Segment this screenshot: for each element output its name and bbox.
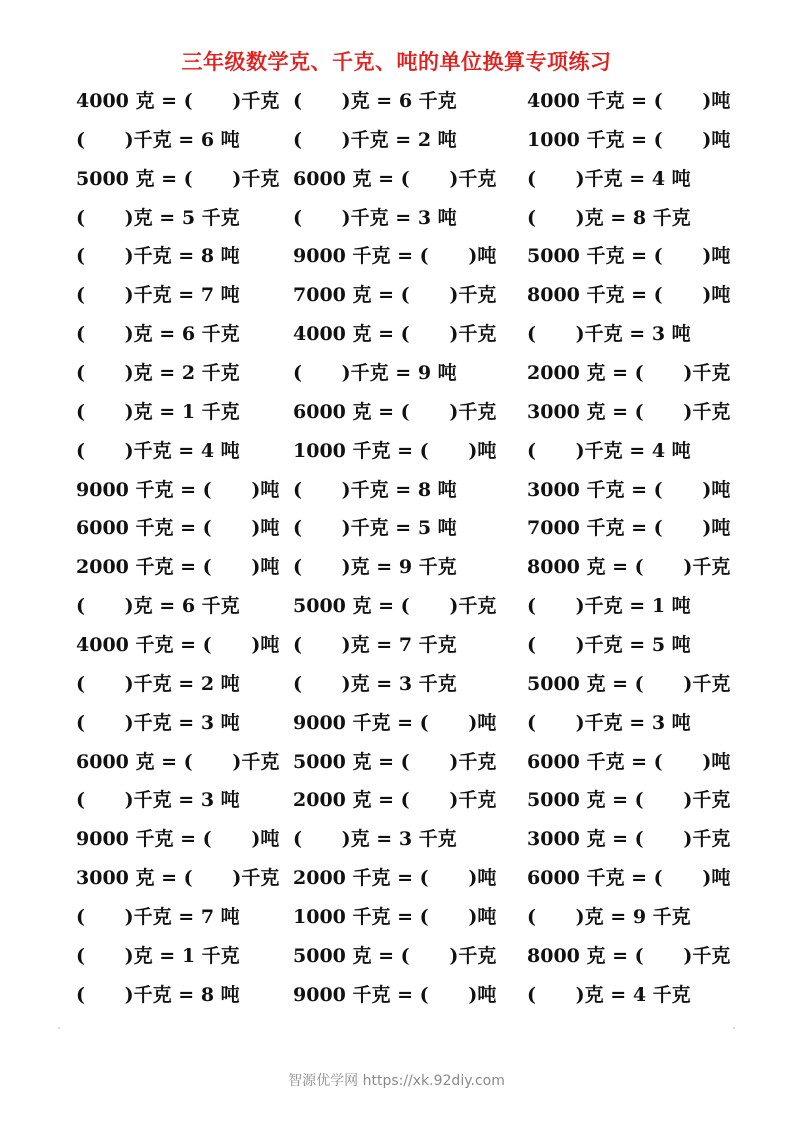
exercise-item: 3000 克 = ( )千克 — [527, 828, 731, 851]
exercise-item: ( )千克 = 5 吨 — [293, 517, 457, 540]
exercise-item: ( )千克 = 7 吨 — [76, 906, 240, 929]
exercise-item: 1000 千克 = ( )吨 — [527, 128, 731, 151]
exercise-item: 5000 克 = ( )千克 — [293, 595, 497, 618]
exercise-grid — [0, 84, 793, 1017]
exercise-item: 9000 千克 = ( )吨 — [76, 478, 280, 501]
page-title: 三年级数学克、千克、吨的单位换算专项练习 — [181, 49, 612, 74]
exercise-item: 9000 千克 = ( )吨 — [293, 983, 497, 1006]
exercise-item: 6000 千克 = ( )吨 — [527, 750, 731, 773]
exercise-row — [0, 473, 793, 512]
exercise-item: 8000 千克 = ( )吨 — [527, 284, 731, 307]
exercise-row — [0, 706, 793, 745]
exercise-row — [0, 589, 793, 628]
exercise-row — [0, 550, 793, 589]
exercise-item: 5000 克 = ( )千克 — [527, 672, 731, 695]
exercise-row — [0, 317, 793, 356]
exercise-item: ( )千克 = 6 吨 — [76, 128, 240, 151]
exercise-row — [0, 84, 793, 123]
exercise-item: 6000 克 = ( )千克 — [76, 750, 280, 773]
exercise-item: ( )千克 = 3 吨 — [293, 206, 457, 229]
exercise-item: ( )克 = 6 千克 — [76, 323, 240, 346]
exercise-item: 6000 千克 = ( )吨 — [527, 867, 731, 890]
exercise-item: 5000 克 = ( )千克 — [527, 789, 731, 812]
exercise-item: ( )千克 = 2 吨 — [76, 672, 240, 695]
exercise-row — [0, 667, 793, 706]
exercise-item: ( )千克 = 7 吨 — [76, 284, 240, 307]
exercise-item: ( )千克 = 4 吨 — [527, 167, 691, 190]
exercise-item: ( )千克 = 4 吨 — [76, 439, 240, 462]
exercise-item: ( )千克 = 1 吨 — [527, 595, 691, 618]
exercise-item: 2000 克 = ( )千克 — [293, 789, 497, 812]
exercise-item: 9000 千克 = ( )吨 — [76, 828, 280, 851]
exercise-row — [0, 162, 793, 201]
exercise-item: ( )千克 = 5 吨 — [527, 634, 691, 657]
exercise-item: ( )千克 = 3 吨 — [76, 789, 240, 812]
exercise-row — [0, 900, 793, 939]
exercise-item: ( )千克 = 8 吨 — [76, 983, 240, 1006]
exercise-item: ( )千克 = 3 吨 — [76, 711, 240, 734]
exercise-row — [0, 783, 793, 822]
exercise-row — [0, 861, 793, 900]
exercise-item: 5000 克 = ( )千克 — [293, 750, 497, 773]
exercise-row — [0, 939, 793, 978]
exercise-row — [0, 628, 793, 667]
exercise-item: ( )克 = 9 千克 — [527, 906, 691, 929]
exercise-item: ( )克 = 1 千克 — [76, 944, 240, 967]
exercise-item: 4000 克 = ( )千克 — [76, 90, 280, 112]
exercise-item: ( )千克 = 2 吨 — [293, 128, 457, 151]
exercise-row — [0, 822, 793, 861]
exercise-item: ( )千克 = 3 吨 — [527, 711, 691, 734]
exercise-item: ( )克 = 4 千克 — [527, 983, 691, 1006]
exercise-item: 2000 千克 = ( )吨 — [293, 867, 497, 890]
exercise-item: 9000 千克 = ( )吨 — [293, 711, 497, 734]
exercise-item: 9000 千克 = ( )吨 — [293, 245, 497, 268]
exercise-item: 4000 千克 = ( )吨 — [76, 634, 280, 657]
exercise-row — [0, 356, 793, 395]
exercise-item: ( )克 = 9 千克 — [293, 556, 457, 579]
exercise-row — [0, 239, 793, 278]
exercise-row — [0, 201, 793, 240]
exercise-item: 4000 千克 = ( )吨 — [527, 90, 731, 112]
exercise-item: ( )克 = 8 千克 — [527, 206, 691, 229]
exercise-item: ( )千克 = 4 吨 — [527, 439, 691, 462]
exercise-item: ( )克 = 6 千克 — [293, 90, 457, 112]
exercise-item: 6000 克 = ( )千克 — [293, 400, 497, 423]
exercise-item: 4000 克 = ( )千克 — [293, 323, 497, 346]
exercise-item: ( )千克 = 3 吨 — [527, 323, 691, 346]
exercise-row — [0, 978, 793, 1017]
exercise-row — [0, 434, 793, 473]
exercise-row — [0, 745, 793, 784]
exercise-item: 1000 千克 = ( )吨 — [293, 906, 497, 929]
exercise-item: 5000 千克 = ( )吨 — [527, 245, 731, 268]
exercise-item: 3000 克 = ( )千克 — [76, 867, 280, 890]
exercise-item: ( )克 = 7 千克 — [293, 634, 457, 657]
exercise-item: 2000 克 = ( )千克 — [527, 362, 731, 385]
scan-speck — [58, 1027, 60, 1029]
exercise-row — [0, 395, 793, 434]
exercise-row — [0, 123, 793, 162]
exercise-item: 7000 千克 = ( )吨 — [527, 517, 731, 540]
exercise-item: 5000 克 = ( )千克 — [293, 944, 497, 967]
exercise-item: 8000 克 = ( )千克 — [527, 944, 731, 967]
exercise-item: 1000 千克 = ( )吨 — [293, 439, 497, 462]
exercise-item: 5000 克 = ( )千克 — [76, 167, 280, 190]
exercise-item: 3000 千克 = ( )吨 — [527, 478, 731, 501]
exercise-item: ( )克 = 3 千克 — [293, 828, 457, 851]
exercise-item: 8000 克 = ( )千克 — [527, 556, 731, 579]
exercise-row — [0, 511, 793, 550]
footer-watermark: 智源优学网 https://xk.92diy.com — [288, 1073, 505, 1089]
exercise-item: ( )千克 = 9 吨 — [293, 362, 457, 385]
exercise-item: ( )千克 = 8 吨 — [76, 245, 240, 268]
exercise-item: 2000 千克 = ( )吨 — [76, 556, 280, 579]
exercise-row — [0, 278, 793, 317]
exercise-item: ( )克 = 1 千克 — [76, 400, 240, 423]
exercise-item: 6000 千克 = ( )吨 — [76, 517, 280, 540]
exercise-item: 7000 克 = ( )千克 — [293, 284, 497, 307]
exercise-item: 3000 克 = ( )千克 — [527, 400, 731, 423]
exercise-item: ( )克 = 5 千克 — [76, 206, 240, 229]
scan-speck — [733, 1027, 735, 1029]
exercise-item: ( )克 = 2 千克 — [76, 362, 240, 385]
exercise-item: 6000 克 = ( )千克 — [293, 167, 497, 190]
exercise-item: ( )克 = 6 千克 — [76, 595, 240, 618]
exercise-item: ( )克 = 3 千克 — [293, 672, 457, 695]
exercise-item: ( )千克 = 8 吨 — [293, 478, 457, 501]
